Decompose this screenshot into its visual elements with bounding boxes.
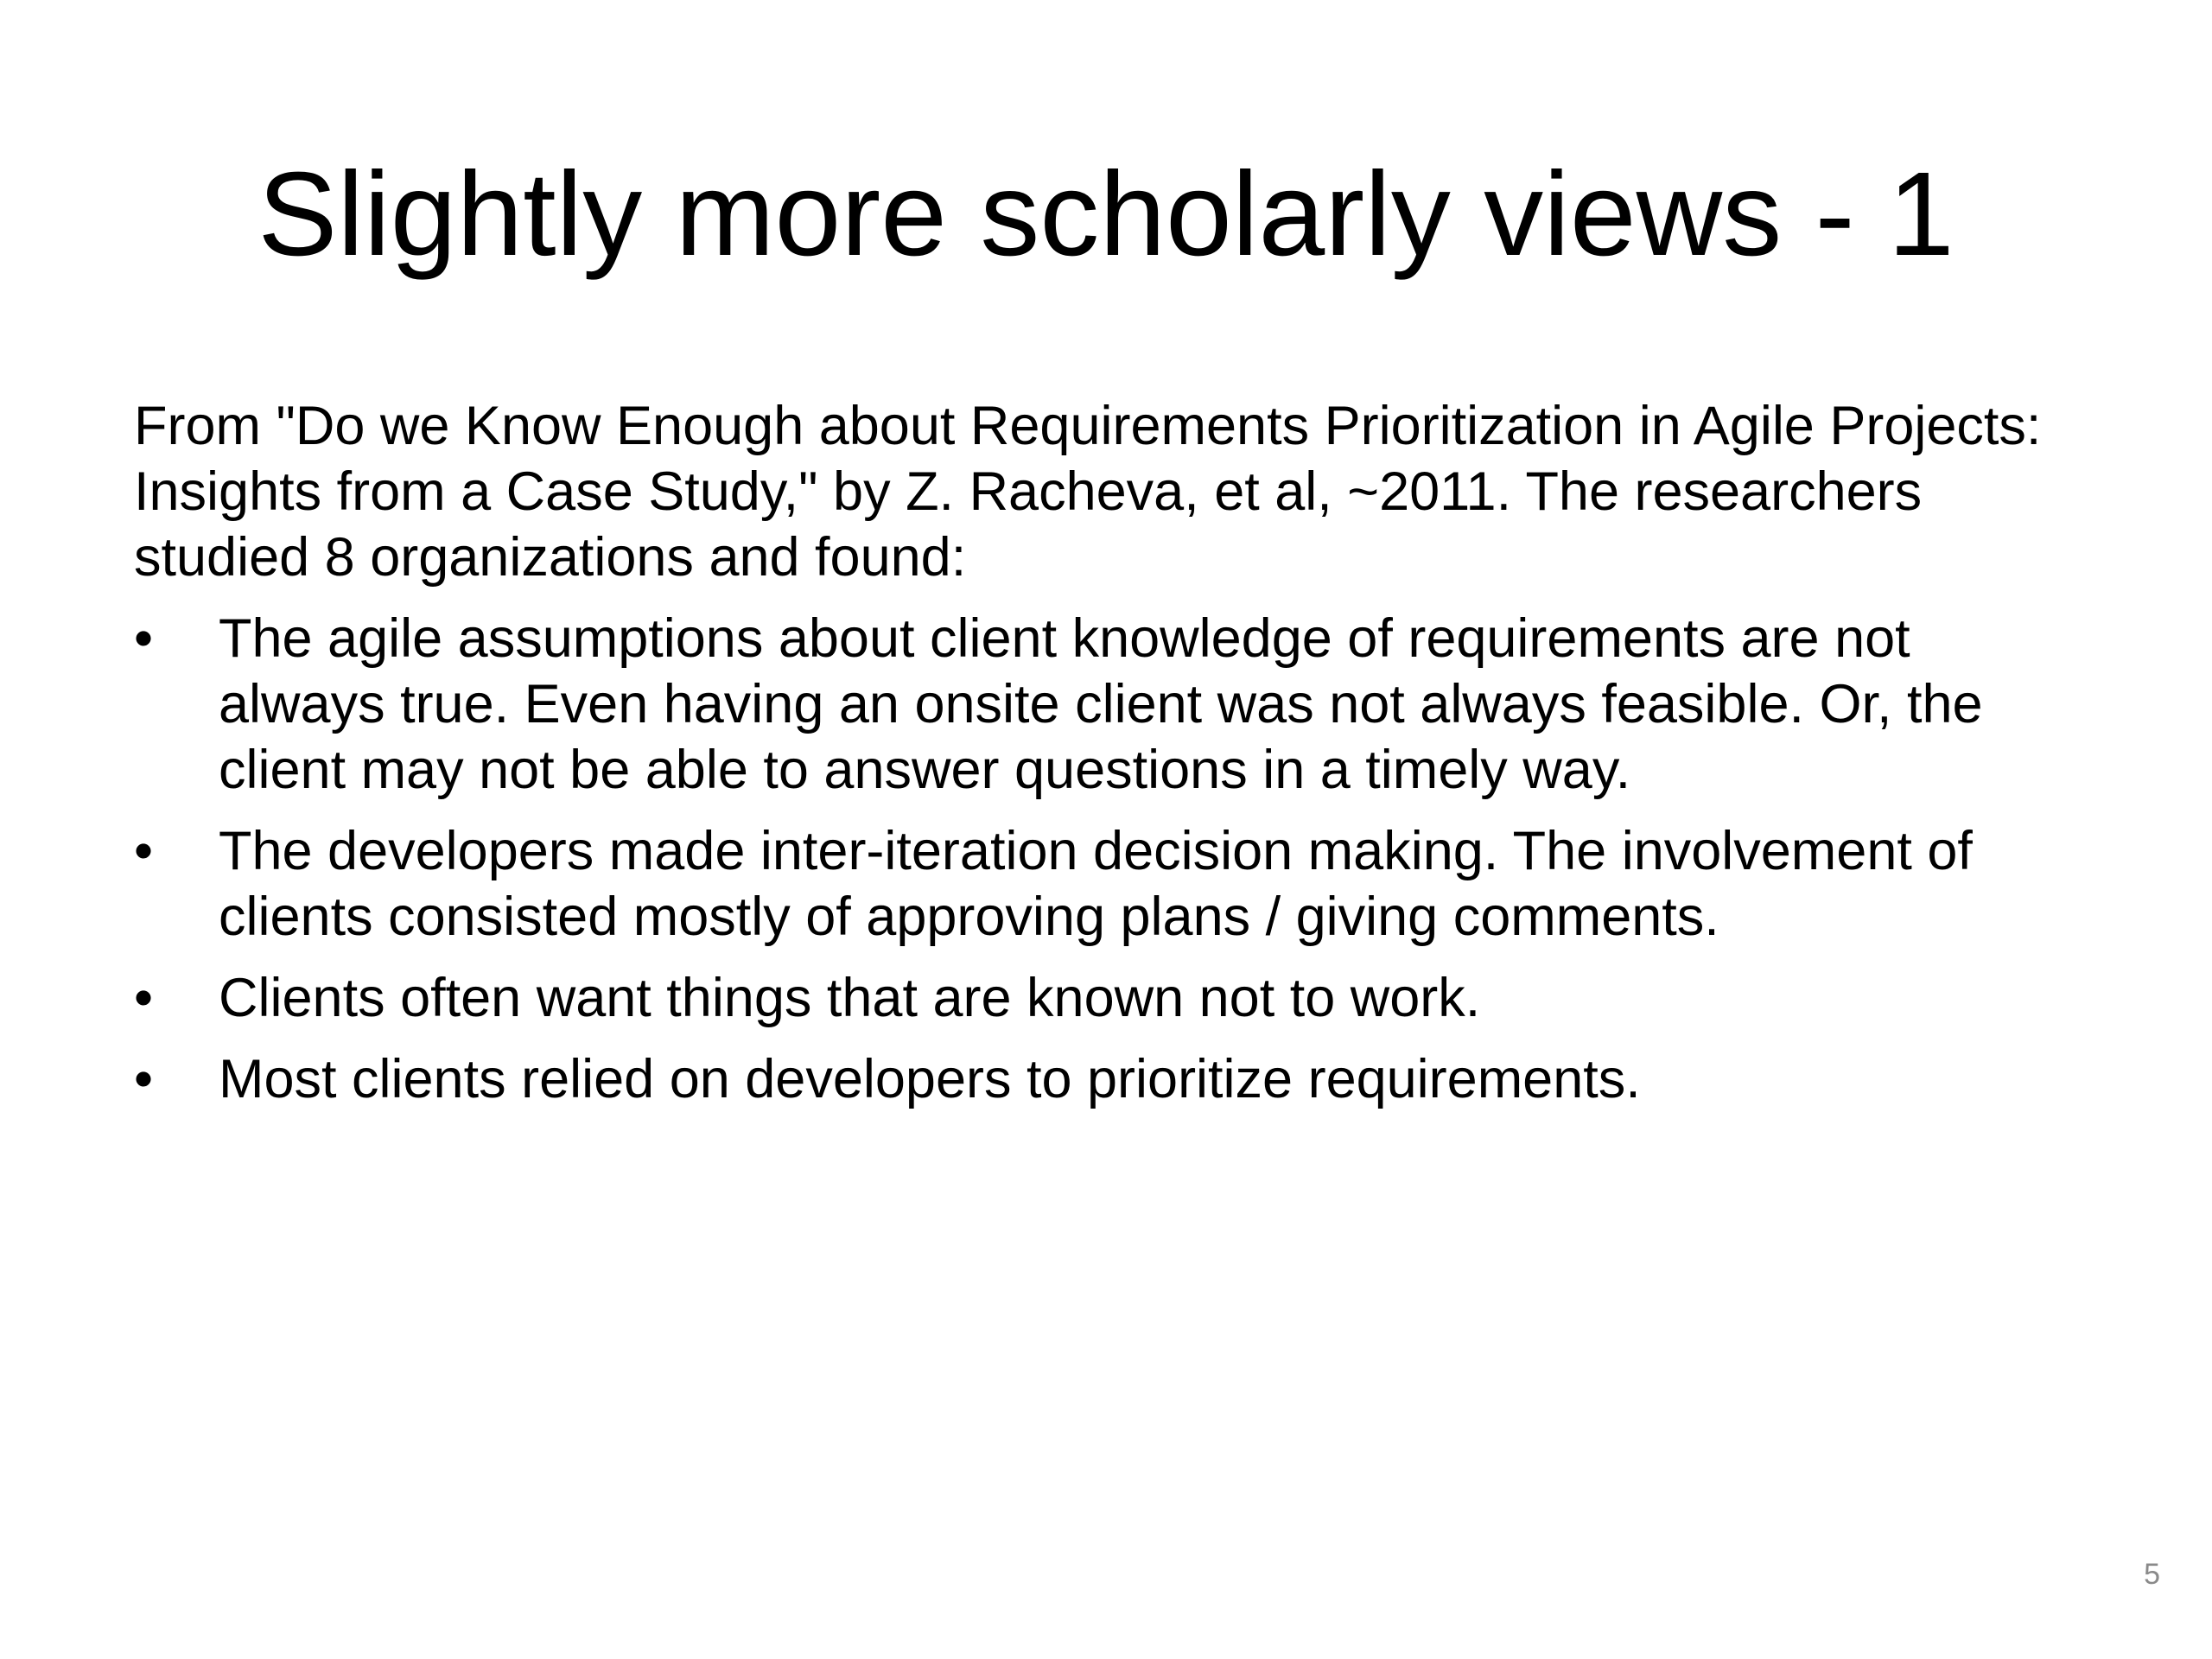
bullet-text: The developers made inter-iteration decision making. The involvement of clients consisted mostly of approving plans / giving comments. — [219, 821, 1973, 947]
bullet-icon: • — [134, 821, 154, 881]
bullet-icon: • — [134, 968, 154, 1028]
slide-title: Slightly more scholarly views - 1 — [257, 148, 1955, 281]
bullet-list — [134, 606, 2087, 1112]
page-number: 5 — [2144, 1558, 2160, 1591]
bullet-text: Clients often want things that are known not to work. — [219, 968, 1481, 1028]
bullet-item — [134, 606, 2087, 803]
bullet-text: Most clients relied on developers to prioritize requirements. — [219, 1049, 1641, 1109]
slide-body — [134, 393, 2087, 1112]
bullet-icon: • — [134, 1049, 154, 1109]
bullet-item — [134, 965, 2087, 1031]
bullet-icon: • — [134, 608, 154, 669]
intro-paragraph: From "Do we Know Enough about Requirements Prioritization in Agile Projects: Insights from a Case Study," by Z. Racheva, et al, ~2011. The researchers studied 8 organizations and found: — [134, 396, 2042, 588]
bullet-text: The agile assumptions about client knowledge of requirements are not always true. Even having an onsite client was not always feasible. Or, the client may not be able to answer questions in a timely way. — [219, 608, 1983, 800]
bullet-item — [134, 818, 2087, 950]
bullet-item — [134, 1046, 2087, 1112]
